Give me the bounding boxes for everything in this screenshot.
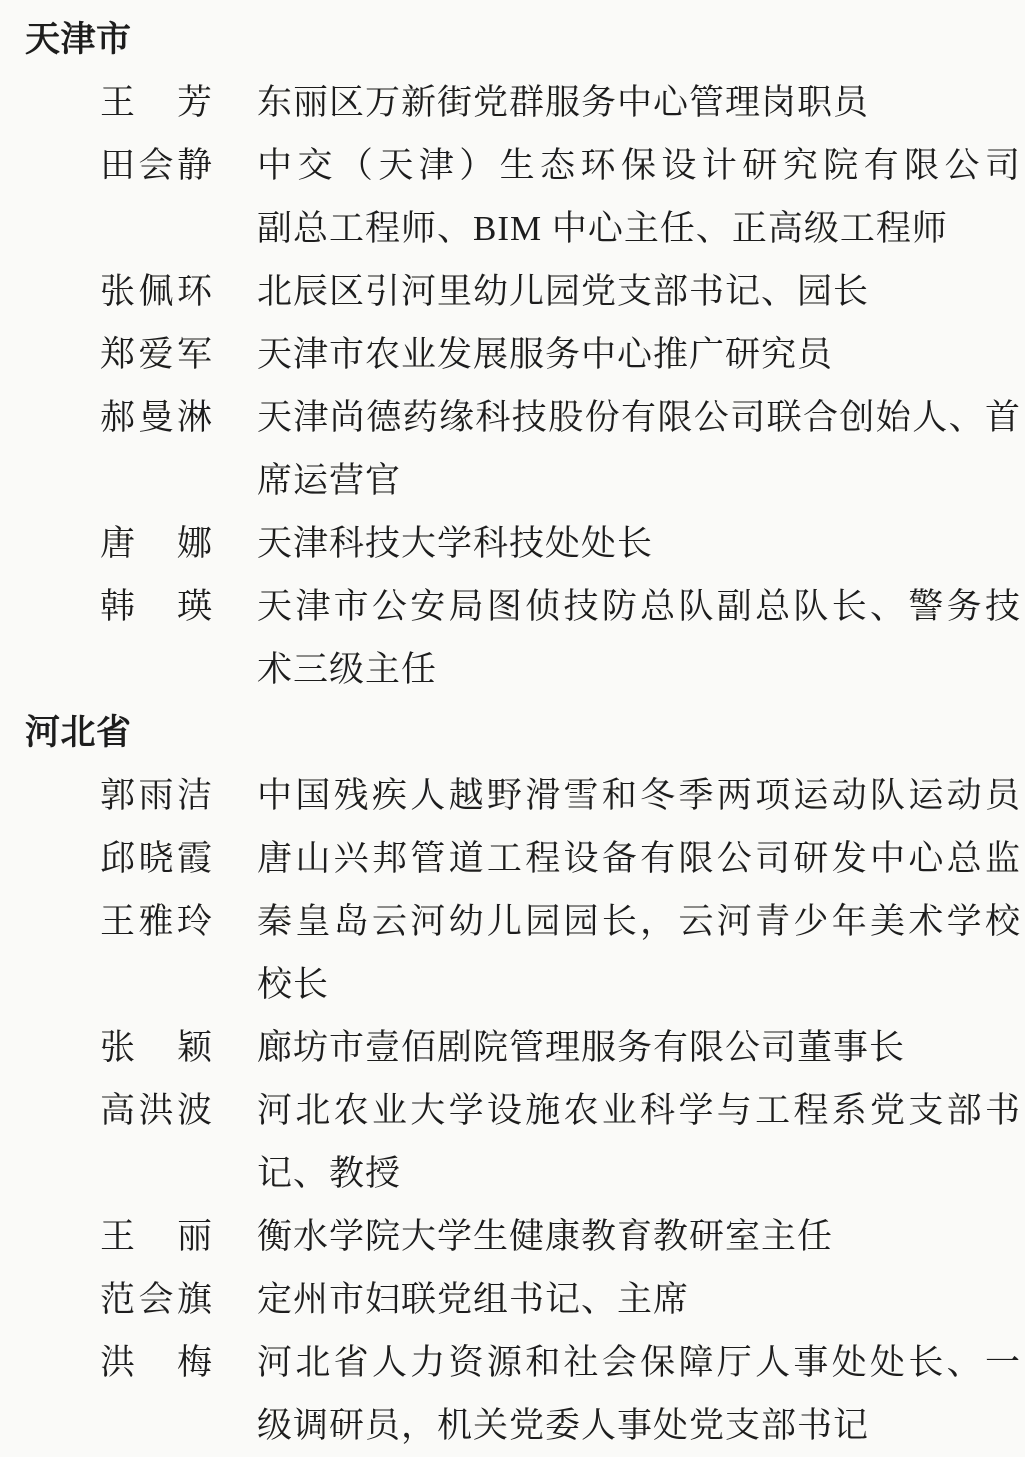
entry-position — [257, 512, 1021, 575]
entry-position — [257, 386, 1021, 512]
entry-row — [0, 890, 1025, 1016]
entry-position-line: 天津尚德药缘科技股份有限公司联合创始人、首 — [257, 398, 1021, 437]
entry-position — [257, 134, 1021, 260]
entry-position-line: 席运营官 — [257, 461, 402, 500]
entry-row — [0, 575, 1025, 701]
entry-position-line: 定州市妇联党组书记、主席 — [257, 1280, 690, 1319]
entry-position-line: 术三级主任 — [257, 650, 438, 689]
entry-row — [0, 764, 1025, 827]
entry-position — [257, 71, 1021, 134]
entry-name: 韩瑛 — [100, 587, 212, 626]
entry-position-line: 校长 — [257, 965, 330, 1004]
entry-position-line: 中交（天津）生态环保设计研究院有限公司 — [257, 146, 1021, 185]
entry-name: 王丽 — [100, 1217, 212, 1256]
entry-position-line: 天津市公安局图侦技防总队副总队长、警务技 — [257, 587, 1021, 626]
entry-position — [257, 323, 1021, 386]
entry-row — [0, 1268, 1025, 1331]
entry-position — [257, 1268, 1021, 1331]
entry-position — [257, 1331, 1021, 1457]
entry-row — [0, 71, 1025, 134]
section — [0, 8, 1025, 701]
entry-position-line: 河北省人力资源和社会保障厅人事处处长、一 — [257, 1343, 1021, 1382]
entry-row — [0, 323, 1025, 386]
entry-position — [257, 575, 1021, 701]
entry-position — [257, 890, 1021, 1016]
entry-position-line: 天津市农业发展服务中心推广研究员 — [257, 335, 834, 374]
entry-name: 张颖 — [100, 1028, 212, 1067]
entry-position-line: 天津科技大学科技处处长 — [257, 524, 654, 563]
entry-name: 张佩环 — [100, 272, 212, 311]
entry-row — [0, 512, 1025, 575]
entry-name: 田会静 — [100, 146, 212, 185]
entry-name: 王雅玲 — [100, 902, 212, 941]
entry-position-line: 记、教授 — [257, 1154, 402, 1193]
entry-name: 郑爱军 — [100, 335, 212, 374]
section-header: 天津市 — [25, 20, 132, 59]
entry-position — [257, 827, 1021, 890]
entry-name: 高洪波 — [100, 1091, 212, 1130]
entry-row — [0, 1016, 1025, 1079]
entry-row — [0, 386, 1025, 512]
entry-position — [257, 260, 1021, 323]
entry-name: 邱晓霞 — [100, 839, 212, 878]
entry-position-line: 河北农业大学设施农业科学与工程系党支部书 — [257, 1091, 1021, 1130]
section-header: 河北省 — [25, 713, 132, 752]
entry-name: 王芳 — [100, 83, 212, 122]
entry-name: 范会旗 — [100, 1280, 212, 1319]
entry-position-line: 秦皇岛云河幼儿园园长，云河青少年美术学校 — [257, 902, 1021, 941]
entry-position-line: 东丽区万新街党群服务中心管理岗职员 — [257, 83, 870, 122]
section — [0, 701, 1025, 1457]
entry-name: 唐娜 — [100, 524, 212, 563]
entry-position-line: 廊坊市壹佰剧院管理服务有限公司董事长 — [257, 1028, 906, 1067]
entry-position-line: 副总工程师、BIM 中心主任、正高级工程师 — [257, 209, 948, 248]
entry-row — [0, 260, 1025, 323]
entry-position — [257, 764, 1021, 827]
entry-row — [0, 134, 1025, 260]
entry-name: 郝曼淋 — [100, 398, 212, 437]
entry-row — [0, 1079, 1025, 1205]
section-entries — [0, 764, 1025, 1457]
entry-position-line: 北辰区引河里幼儿园党支部书记、园长 — [257, 272, 870, 311]
entry-name: 郭雨洁 — [100, 776, 212, 815]
entry-position-line: 级调研员，机关党委人事处党支部书记 — [257, 1406, 870, 1445]
entry-position-line: 中国残疾人越野滑雪和冬季两项运动队运动员 — [257, 776, 1021, 815]
entry-position-line: 唐山兴邦管道工程设备有限公司研发中心总监 — [257, 839, 1021, 878]
entry-position — [257, 1205, 1021, 1268]
entry-position — [257, 1079, 1021, 1205]
entry-row — [0, 827, 1025, 890]
section-entries — [0, 71, 1025, 701]
entry-row — [0, 1331, 1025, 1457]
entry-name: 洪梅 — [100, 1343, 212, 1382]
entry-position-line: 衡水学院大学生健康教育教研室主任 — [257, 1217, 834, 1256]
entry-row — [0, 1205, 1025, 1268]
entry-position — [257, 1016, 1021, 1079]
